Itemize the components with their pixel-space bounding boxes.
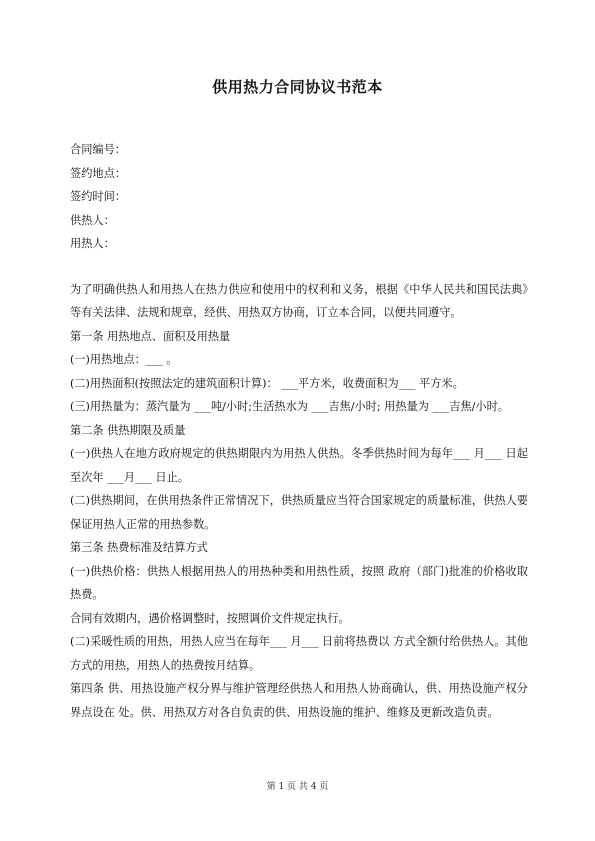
article-2-heading: 第二条 供热期限及质量 <box>70 423 186 437</box>
signing-place-label: 签约地点： <box>70 166 126 180</box>
section-gap <box>70 256 528 278</box>
page-footer: 第 1 页 共 4 页 <box>266 782 329 792</box>
document-body <box>70 138 528 724</box>
document-title: 供用热力合同协议书范本 <box>212 78 383 96</box>
article-3-clause-2: (二)采暖性质的用热，用热人应当在每年___ 月___ 日前将热费以 方式全额付给供热人。其他方式的用热，用热人的热费按月结算。 <box>70 635 528 672</box>
article-2-clause-2: (二)供热期间，在供用热条件正常情况下，供热质量应当符合国家规定的质量标准，供热人要保证用热人正常的用热参数。 <box>70 494 528 531</box>
article-3-heading: 第三条 热费标准及结算方式 <box>70 541 208 554</box>
contract-number-label: 合同编号： <box>70 143 126 156</box>
article-1-heading: 第一条 用热地点、面积及用热量 <box>70 329 231 343</box>
article-1-clause-1: (一)用热地点：___ 。 <box>70 353 178 366</box>
article-1-clause-2: (二)用热面积(按照法定的建筑面积计算)： ___平方米，收费面积为___ 平方米。 <box>70 376 464 390</box>
preamble-paragraph: 为了明确供热人和用热人在热力供应和使用中的权利和义务，根据《中华人民共和国民法典》等有关法律、法规和规章，经供、用热双方协商，订立本合同，以便共同遵守。 <box>70 282 528 319</box>
article-1-clause-3: (三)用热量为：蒸汽量为 ___吨/小时;生活热水为 ___吉焦/小时; 用热量为 ___吉焦/小时。 <box>70 400 509 413</box>
article-3-clause-1: (一)供热价格：供热人根据用热人的用热种类和用热性质，按照 政府（部门)批准的价格收取热费。 <box>70 564 528 601</box>
heat-user-label: 用热人： <box>70 237 115 250</box>
article-3-note: 合同有效期内，遇价格调整时，按照调价文件规定执行。 <box>70 611 350 625</box>
heat-supplier-label: 供热人： <box>70 213 115 227</box>
article-4-paragraph: 第四条 供、用热设施产权分界与维护管理经供热人和用热人协商确认，供、用热设施产权分界点设在 处。供、用热双方对各自负责的供、用热设施的维护、维修及更新改造负责。 <box>70 682 528 719</box>
signing-time-label: 签约时间： <box>70 190 126 203</box>
article-2-clause-1: (一)供热人在地方政府规定的供热期限内为用热人供热。冬季供热时间为每年___ 月___ 日起至次年 ___月___ 日止。 <box>70 447 528 484</box>
contract-meta <box>70 138 528 256</box>
